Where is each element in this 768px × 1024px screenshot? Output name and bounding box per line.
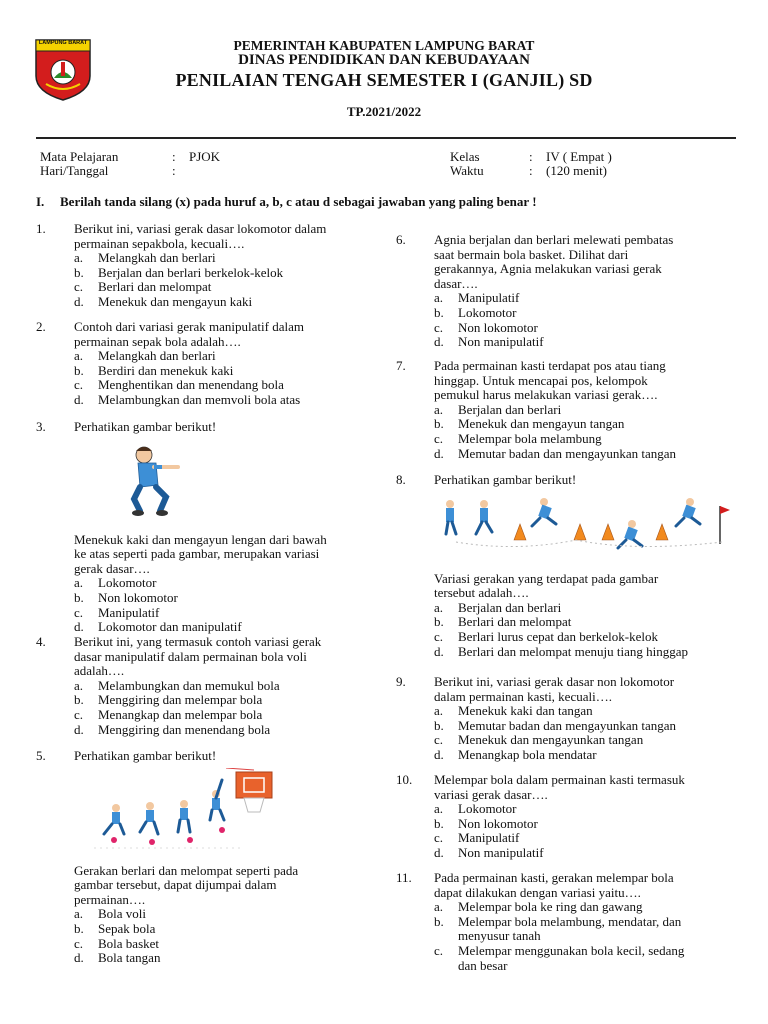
answer-option-c[interactable]: c. Melempar menggunakan bola kecil, sedang [434,942,685,958]
question-number: 2. [36,319,46,334]
question-text: gambar tersebut, dapat dijumpai dalam [74,877,277,893]
question-number: 5. [36,748,46,763]
answer-option-a[interactable]: a. Melempar bola ke ring dan gawang [434,899,643,915]
answer-option-c[interactable]: c. Menangkap dan melempar bola [74,706,263,722]
question-number: 8. [396,472,406,487]
question-number: 3. [36,419,46,434]
question-text: ke atas seperti pada gambar, merupakan variasi [74,546,320,562]
answer-option-a[interactable]: a. Melangkah dan berlari [74,250,216,266]
question-text: Agnia berjalan dan berlari melewati pembatas [434,232,674,247]
answer-option-d[interactable]: d. Menggiring dan menendang bola [74,721,271,737]
answer-option-d[interactable]: d. Bola tangan [74,950,161,966]
answer-option-c[interactable]: c. Manipulatif [434,830,520,846]
question-8 [396,473,734,659]
answer-option-c[interactable]: c. Menekuk dan mengayunkan tangan [434,732,644,748]
answer-option-d[interactable]: d. Berlari dan melompat menuju tiang hinggap [434,643,688,659]
answer-option-a[interactable]: a. Melambungkan dan memukul bola [74,677,280,693]
question-text: gerakannya, Agnia melakukan variasi gerak [434,261,662,277]
question-text: Berikut ini, variasi gerak dasar lokomotor dalam [74,221,327,236]
squat-swing-figure [126,441,186,517]
cone-icon [514,524,668,540]
question-11 [396,871,734,973]
section-number: I. [36,194,45,209]
answer-option-b[interactable]: b. Berjalan dan berlari berkelok-kelok [74,264,284,280]
header-line1: PEMERINTAH KABUPATEN LAMPUNG BARAT [233,38,535,53]
answer-option-b[interactable]: b. Berlari dan melompat [434,614,572,630]
question-text: Berikut ini, variasi gerak dasar non lokomotor [434,674,675,689]
question-text: dapat dilakukan dengan variasi yaitu…. [434,884,641,900]
class-label: Kelas [450,149,480,164]
answer-option-b[interactable]: b. Berdiri dan menekuk kaki [74,362,234,378]
answer-option-b[interactable]: b. Melempar bola melambung, mendatar, dan [434,913,682,929]
question-5 [36,749,374,966]
answer-option-c[interactable]: c. Non lokomotor [434,319,538,335]
date-label: Hari/Tanggal [40,163,109,178]
question-text: dasar…. [434,275,478,291]
question-7 [396,359,734,461]
header-divider [36,137,736,139]
running-cones-figure [436,496,734,558]
answer-option-a[interactable]: a. Bola voli [74,906,147,922]
question-number: 4. [36,634,46,649]
question-text: Contoh dari variasi gerak manipulatif dalam [74,319,304,334]
question-text: tersebut adalah…. [434,585,529,601]
question-text: Perhatikan gambar berikut! [74,419,217,434]
question-text: saat bermain bola basket. Dilihat dari [434,246,629,262]
answer-option-a[interactable]: a. Berjalan dan berlari [434,401,562,417]
answer-option-b[interactable]: b. Sepak bola [74,920,156,936]
section-instruction: Berilah tanda silang (x) pada huruf a, b, c atau d sebagai jawaban yang paling benar ! [60,194,537,209]
time-label: Waktu [450,163,484,178]
answer-option-b[interactable]: b. Memutar badan dan mengayunkan tangan [434,717,677,733]
answer-option-b[interactable]: b. Lokomotor [434,304,517,320]
answer-option-d[interactable]: d. Non manipulatif [434,844,544,860]
question-text: Variasi gerakan yang terdapat pada gambar [434,570,659,586]
class-value: IV ( Empat ) [546,149,612,164]
answer-option-d[interactable]: d. Menekuk dan mengayun kaki [74,293,253,309]
answer-option-d[interactable]: d. Memutar badan dan mengayunkan tangan [434,445,677,461]
answer-option-c[interactable]: c. Berlari dan melompat [74,279,212,295]
question-4 [36,635,374,737]
answer-option-c[interactable]: c. Berlari lurus cepat dan berkelok-kelok [434,628,658,644]
question-number: 1. [36,221,46,236]
question-text: permainan…. [74,891,146,907]
left-column [36,222,374,982]
header-line2: DINAS PENDIDIKAN DAN KEBUDAYAAN [238,52,530,68]
question-text: dasar manipulatif dalam permainan bola voli [74,648,307,664]
question-number: 9. [396,674,406,689]
subject-colon: : [172,149,176,164]
question-text: Menekuk kaki dan mengayun lengan dari bawah [74,531,327,547]
answer-option-c-continued: dan besar [458,957,508,973]
class-colon: : [529,149,533,164]
question-text: hinggap. Untuk mencapai pos, kelompok [434,372,648,388]
question-text: Pada permainan kasti terdapat pos atau tiang [434,358,666,373]
answer-option-d[interactable]: d. Lokomotor dan manipulatif [74,619,242,635]
question-text: gerak dasar…. [74,560,150,576]
question-text: adalah…. [74,663,125,679]
answer-option-b[interactable]: b. Non lokomotor [434,815,538,831]
question-2 [36,320,374,408]
question-text: Pada permainan kasti, gerakan melempar bola [434,870,674,885]
question-text: Gerakan berlari dan melompat seperti pada [74,862,299,878]
question-text: permainan sepak bola adalah…. [74,333,241,349]
question-text: permainan sepakbola, kecuali…. [74,235,245,251]
answer-option-b-continued: menyusur tanah [458,928,541,944]
answer-option-a[interactable]: a. Menekuk kaki dan tangan [434,703,593,719]
logo-label: LAMPUNG BARAT [38,40,88,46]
question-text: Perhatikan gambar berikut! [74,748,217,763]
answer-option-d[interactable]: d. Non manipulatif [434,334,544,350]
answer-option-d[interactable]: d. Melambungkan dan memvoli bola atas [74,391,301,407]
answer-option-b[interactable]: b. Menekuk dan mengayun tangan [434,416,625,432]
answer-option-a[interactable]: a. Lokomotor [434,801,517,817]
answer-option-a[interactable]: a. Manipulatif [434,290,520,306]
time-value: (120 menit) [546,163,608,178]
question-text: Berikut ini, yang termasuk contoh variasi gerak [74,634,322,649]
answer-option-c[interactable]: c. Menghentikan dan menendang bola [74,377,284,393]
question-1 [36,222,374,310]
header-year: TP.2021/2022 [346,104,422,119]
answer-option-c[interactable]: c. Manipulatif [74,604,160,620]
subject-value: PJOK [189,149,221,164]
answer-option-d[interactable]: d. Menangkap bola mendatar [434,746,597,762]
question-text: Melempar bola dalam permainan kasti termasuk [434,772,685,787]
question-3 [36,420,374,635]
flag-icon [720,506,730,544]
question-9 [396,675,734,763]
answer-option-c[interactable]: c. Melempar bola melambung [434,430,602,446]
header-title: PENILAIAN TENGAH SEMESTER I (GANJIL) SD [175,70,593,90]
question-number: 6. [396,232,406,247]
question-text: pemukul harus melakukan variasi gerak…. [434,387,658,403]
basket-hoop-icon [226,768,272,812]
right-column [396,233,734,993]
answer-option-a[interactable]: a. Lokomotor [74,575,157,591]
answer-option-b[interactable]: b. Menggiring dan melempar bola [74,692,263,708]
question-text: Perhatikan gambar berikut! [434,472,577,487]
question-text: variasi gerak dasar…. [434,786,548,802]
answer-option-b[interactable]: b. Non lokomotor [74,589,178,605]
question-6 [396,233,734,350]
basketball-jump-figure [94,768,284,860]
subject-label: Mata Pelajaran [40,149,119,164]
question-number: 7. [396,358,406,373]
answer-option-a[interactable]: a. Melangkah dan berlari [74,348,216,364]
answer-option-a[interactable]: a. Berjalan dan berlari [434,599,562,615]
question-number: 11. [396,870,412,885]
question-text: dalam permainan kasti, kecuali…. [434,688,612,704]
question-number: 10. [396,772,413,787]
question-10 [396,773,734,861]
date-colon: : [172,163,176,178]
answer-option-c[interactable]: c. Bola basket [74,935,160,951]
time-colon: : [529,163,533,178]
